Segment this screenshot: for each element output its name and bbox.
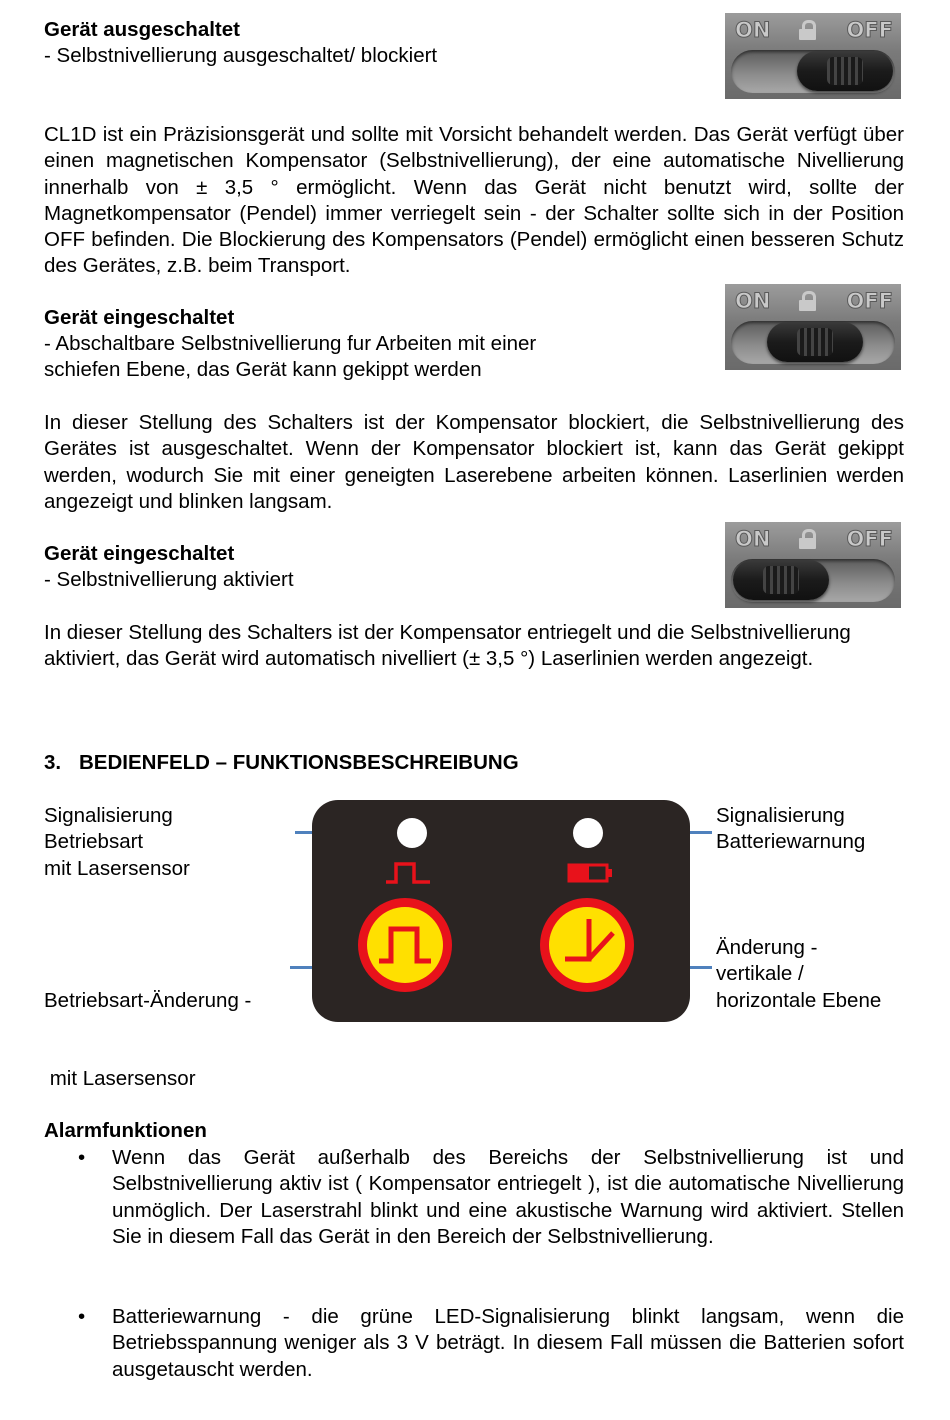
pulse-icon [384, 860, 434, 886]
lock-icon [799, 529, 817, 549]
plane-angle-icon [559, 915, 619, 973]
switch-photo-locked [725, 284, 901, 370]
label-plane-change: Änderung - vertikale / horizontale Ebene [716, 936, 882, 1012]
switch-off-label: OFF [846, 289, 893, 313]
alarm-title: Alarmfunktionen [44, 1119, 207, 1142]
lock-icon [799, 20, 817, 40]
switch-photo-off [725, 13, 901, 99]
section-on-locked-subtitle-line1: - Abschaltbare Selbstnivellierung fur Arbeiten mit einer [44, 332, 537, 355]
alarm-item-1: Wenn das Gerät außerhalb des Bereichs der Selbstnivellierung ist und Selbstnivellierung aktiv ist ( Kompensator entriegelt ), ist die automatische Nivellierung unmöglich. Der Laserstrahl blinkt und eine akustische Warnung wird aktiviert. Stellen Sie in diesem Fall das Gerät in den Bereich der Selbstnivellierung. [112, 1146, 904, 1248]
battery-icon [566, 862, 616, 884]
label-battery-signal: Signalisierung Batteriewarnung [716, 804, 866, 854]
heading-number: 3. [44, 751, 62, 774]
alarm-item-2: Batteriewarnung - die grüne LED-Signalisierung blinkt langsam, wenn die Betriebsspannung weniger als 3 V beträgt. In diesem Fall müssen die Batterien sofort ausgetauscht werden. [112, 1305, 904, 1381]
pulse-icon [375, 919, 435, 969]
mode-change-button[interactable] [358, 898, 452, 992]
battery-led [573, 818, 603, 848]
switch-off-label: OFF [846, 18, 893, 42]
section-off-paragraph: CL1D ist ein Präzisionsgerät und sollte mit Vorsicht behandelt werden. Das Gerät verfügt über einen magnetischen Kompensator (Selbstnivellierung), der eine automatische Nivellierung innerhalb von ± 3,5 ° ermöglicht. Wenn das Gerät nicht benutzt wird, sollte der Magnetkompensator (Pendel) immer verriegelt sein - der Schalter sollte sich in der Position OFF befinden. Die Blockierung des Kompensators (Pendel) ermöglicht einen besseren Schutz des Gerätes, z.B. beim Transport. [44, 123, 904, 278]
section-on-active-subtitle: - Selbstnivellierung aktiviert [44, 568, 294, 591]
lock-icon [799, 291, 817, 311]
section-off-title: Gerät ausgeschaltet [44, 18, 240, 41]
heading-title: BEDIENFELD – FUNKTIONSBESCHREIBUNG [79, 751, 519, 774]
plane-change-button[interactable] [540, 898, 634, 992]
control-panel [312, 800, 690, 1022]
section-on-locked-subtitle-line2: schiefen Ebene, das Gerät kann gekippt werden [44, 358, 482, 381]
switch-knob [797, 51, 893, 91]
label-mode-signal: Signalisierung Betriebsart mit Lasersensor [44, 804, 190, 880]
switch-knob [767, 322, 863, 362]
switch-photo-active [725, 522, 901, 608]
switch-off-label: OFF [846, 527, 893, 551]
section-on-locked-title: Gerät eingeschaltet [44, 306, 235, 329]
bullet-icon: • [78, 1305, 86, 1328]
section-on-locked-paragraph: In dieser Stellung des Schalters ist der Kompensator blockiert, die Selbstnivellierung des Gerätes ist ausgeschaltet. Wenn der Kompensator blockiert ist, kann das Gerät gekippt werden, wodurch Sie mit einer geneigten Laserebene arbeiten können. Laserlinien werden angezeigt und blinken langsam. [44, 411, 904, 513]
switch-on-label: ON [735, 18, 771, 42]
section-off-subtitle: - Selbstnivellierung ausgeschaltet/ blockiert [44, 44, 438, 67]
section-on-active-title: Gerät eingeschaltet [44, 542, 235, 565]
bullet-icon: • [78, 1146, 86, 1169]
section-on-active-paragraph: In dieser Stellung des Schalters ist der Kompensator entriegelt und die Selbstnivellierung aktiviert, das Gerät wird automatisch nivelliert (± 3,5 °) Laserlinien werden angezeigt. [44, 621, 851, 671]
switch-on-label: ON [735, 527, 771, 551]
switch-on-label: ON [735, 289, 771, 313]
mode-led [397, 818, 427, 848]
switch-knob [733, 560, 829, 600]
label-mode-change: Betriebsart-Änderung - mit Lasersensor [44, 988, 252, 1091]
